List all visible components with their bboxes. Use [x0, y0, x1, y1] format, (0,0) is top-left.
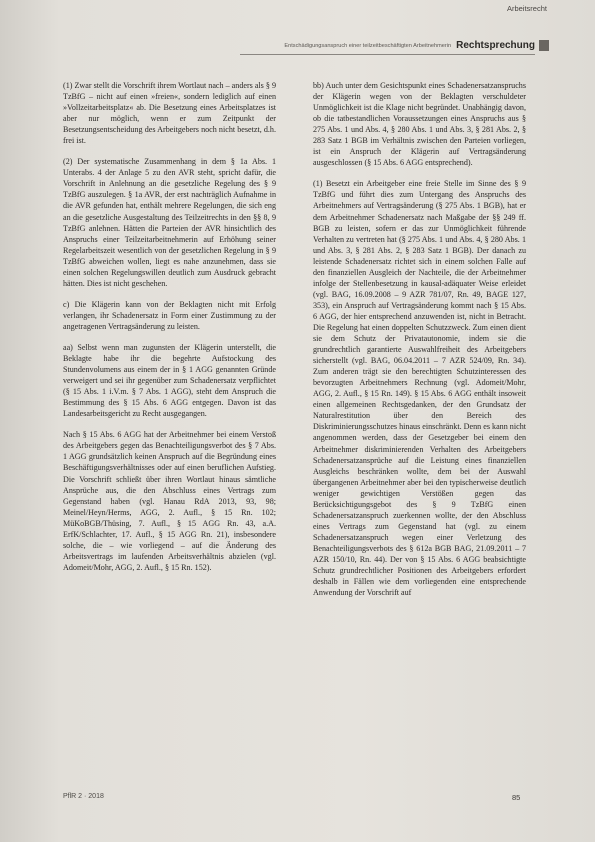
paragraph: c) Die Klägerin kann von der Beklagten nicht mit Erfolg verlangen, ihr Schadenersatz in Form einer Zustimmung zu der angetragenen Vertragsänderung zu leisten.: [63, 299, 276, 331]
running-head-subtitle: Entschädigungsanspruch einer teilzeitbeschäftigten Arbeitnehmerin: [284, 42, 452, 49]
footer-page-number: 85: [512, 793, 521, 802]
paragraph: bb) Auch unter dem Gesichtspunkt eines Schadenersatzanspruchs der Klägerin wegen von der Beklagten verschuldeter Unmöglichkeit ist die Klage nicht begründet. Unabhängig davon, ob die tatbestandlichen Voraussetzungen eines Anspruchs aus § 275 Abs. 1 und Abs. 4, § 280 Abs. 1 und Abs. 3, § 281 Abs. 2, § 283 Satz 1 BGB im Verhältnis zwischen den Parteien vorliegen, ist ein Anspruch der Klägerin auf Vertragsänderung ausgeschlossen (§ 15 Abs. 6 AGG entsprechend).: [313, 81, 526, 168]
paragraph: Nach § 15 Abs. 6 AGG hat der Arbeitnehmer bei einem Verstoß des Arbeitgebers gegen das Benachteiligungsverbot des § 7 Abs. 1 AGG grundsätzlich keinen Anspruch auf die Begründung eines Beschäftigungsverhältnisses oder auf einen beruflichen Aufstieg. Die Vorschrift schließt über ihren Wortlaut hinaus sämtliche Ansprüche aus, die den Abschluss eines Vertrags zum Gegenstand haben (vgl. Hanau RdA 2013, 93, 98; Meinel/Heyn/Herms, AGG, 2. Aufl., § 15 Rn. 102; MüKoBGB/Thüsing, 7. Aufl., § 15 AGG Rn. 43, a.A. ErfK/Schlachter, 17. Aufl., § 15 AGG Rn. 21), insbesondere solche, die – wie vorliegend – auf die Änderung des Arbeitsvertrags im laufenden Arbeitsverhältnis abzielen (vgl. Adomeit/Mohr, AGG, 2. Aufl., § 15 Rn. 152).: [63, 430, 276, 572]
footer-journal: PflR 2 · 2018: [63, 793, 104, 800]
paragraph: (1) Besetzt ein Arbeitgeber eine freie Stelle im Sinne des § 9 TzBfG und führt dies zum Untergang des Anspruchs des Arbeitnehmers auf Vertragsänderung (§ 275 Abs. 1 BGB), hat er dem Arbeitnehmer Schadenersatz nach Maßgabe der §§ 249 ff. BGB zu leisten, sofern er das zur Unmöglichkeit führende Verhalten zu vertreten hat (§ 275 Abs. 1 und Abs. 4, § 280 Abs. 1 und Abs. 3, § 281 Abs. 2, § 283 Satz 1 BGB). Der danach zu leistende Schadenersatz richtet sich in einem solchen Falle auf den finanziellen Ausgleich der Nachteile, die der Arbeitnehmer infolge der Stellenbesetzung in kausal-adäquater Weise erleidet (vgl. BAG, 16.09.2008 – 9 AZR 781/07, Rn. 49, BAGE 127, 353), ein Anspruch auf Vertragsänderung kommt nach § 15 Abs. 6 AGG, der hier entsprechend anzuwenden ist, nicht in Betracht. Die Regelung hat einen doppelten Schutzzweck. Zum einen dient sie dem Schutz der Privatautonomie, indem sie die grundrechtlich garantierte Auswahlfreiheit des Arbeitgebers sicherstellt (vgl. BAG, 06.04.2011 – 7 AZR 524/09, Rn. 34). Zum anderen trägt sie den berechtigten Schutzinteressen des bevorzugten Arbeitnehmers Rechnung (vgl. Adomeit/Mohr, AGG, 2. Aufl., § 15 Rn. 149). § 15 Abs. 6 AGG enthält insoweit einen allgemeinen Rechtsgedanken, der den Grundsatz der Naturalrestitution über den Bereich des Diskriminierungsschutzes hinaus einschränkt. Denn es kann nicht angenommen werden, dass der Gesetzgeber bei einem den Arbeitnehmer diskriminierenden Verhalten des Arbeitgebers Schadenersatzansprüche auf die Leistung eines finanziellen Ausgleichs beschränken wollte, dem bei der Auswahl übergangenen Arbeitnehmer aber bei den typischerweise deutlich weniger gewichtigen Verstößen gegen das Berücksichtigungsgebot des § 9 TzBfG einen Schadenersatzanspruch zuerkennen wollte, der den Abschluss eines Vertrags zum Gegenstand hat (vgl. zu einem Schadenersatzanspruch wegen einer Verletzung des Benachteiligungsverbots des § 612a BGB BAG, 21.09.2011 – 7 AZR 150/10, Rn. 44). Der von § 15 Abs. 6 AGG beabsichtigte Schutz grundrechtlicher Positionen des Arbeitgebers erfordert deshalb in Fällen wie dem vorliegenden eine entsprechende Anwendung der Vorschrift auf: [313, 179, 526, 598]
running-head-title: Rechtsprechung: [456, 40, 535, 51]
paragraph: (2) Der systematische Zusammenhang in dem § 1a Abs. 1 Unterabs. 4 der Anlage 5 zu den AVR steht, spricht dafür, die Vorschrift in Anlehnung an die gesetzliche Regelung des § 9 TzBfG auszulegen. § 1a AVR, der erst nachträglich Aufnahme in die AVR gefunden hat, enthält mehrere Regelungen, die sich eng an die gesetzliche Ausgestaltung des Teilzeitrechts in den §§ 8, 9 TzBfG anlehnen. Hätten die Parteien der AVR hinsichtlich des Anspruchs einer Teilzeitarbeitnehmerin auf Erhöhung seiner Regelarbeitszeit wesentlich von der gesetzlichen Regelung in § 9 TzBfG abweichen wollen, liegt es nahe anzunehmen, dass sie einen solchen Regelungswillen deutlich zum Ausdruck gebracht hätten. Dies ist nicht geschehen.: [63, 157, 276, 288]
left-column: [63, 80, 276, 583]
section-marker: [539, 40, 549, 51]
running-head-section: Arbeitsrecht: [506, 4, 547, 13]
running-head: [240, 40, 549, 51]
header-rule: [240, 54, 535, 55]
right-column: [313, 80, 526, 608]
paragraph: (1) Zwar stellt die Vorschrift ihrem Wortlaut nach – anders als § 9 TzBfG – nicht auf einen »freien«, sondern lediglich auf einen »Vollzeitarbeitsplatz« ab. Die Besetzung eines Arbeitsplatzes ist aber nur möglich, wenn er zum Zeitpunkt der Besetzungsentscheidung des Arbeitgebers noch nicht besetzt, d.h. frei ist.: [63, 81, 276, 146]
paragraph: aa) Selbst wenn man zugunsten der Klägerin unterstellt, die Beklagte habe ihr die begehrte Aufstockung des Stundenvolumens aus einem der in § 1 AGG genannten Gründe verweigert und sei ihr gegenüber zum Schadenersatz verpflichtet (§ 15 Abs. 1 i.V.m. § 7 Abs. 1 AGG), steht dem Anspruch die Bestimmung des § 15 Abs. 6 AGG entgegen. Davon ist das Landesarbeitsgericht zu Recht ausgegangen.: [63, 342, 276, 419]
